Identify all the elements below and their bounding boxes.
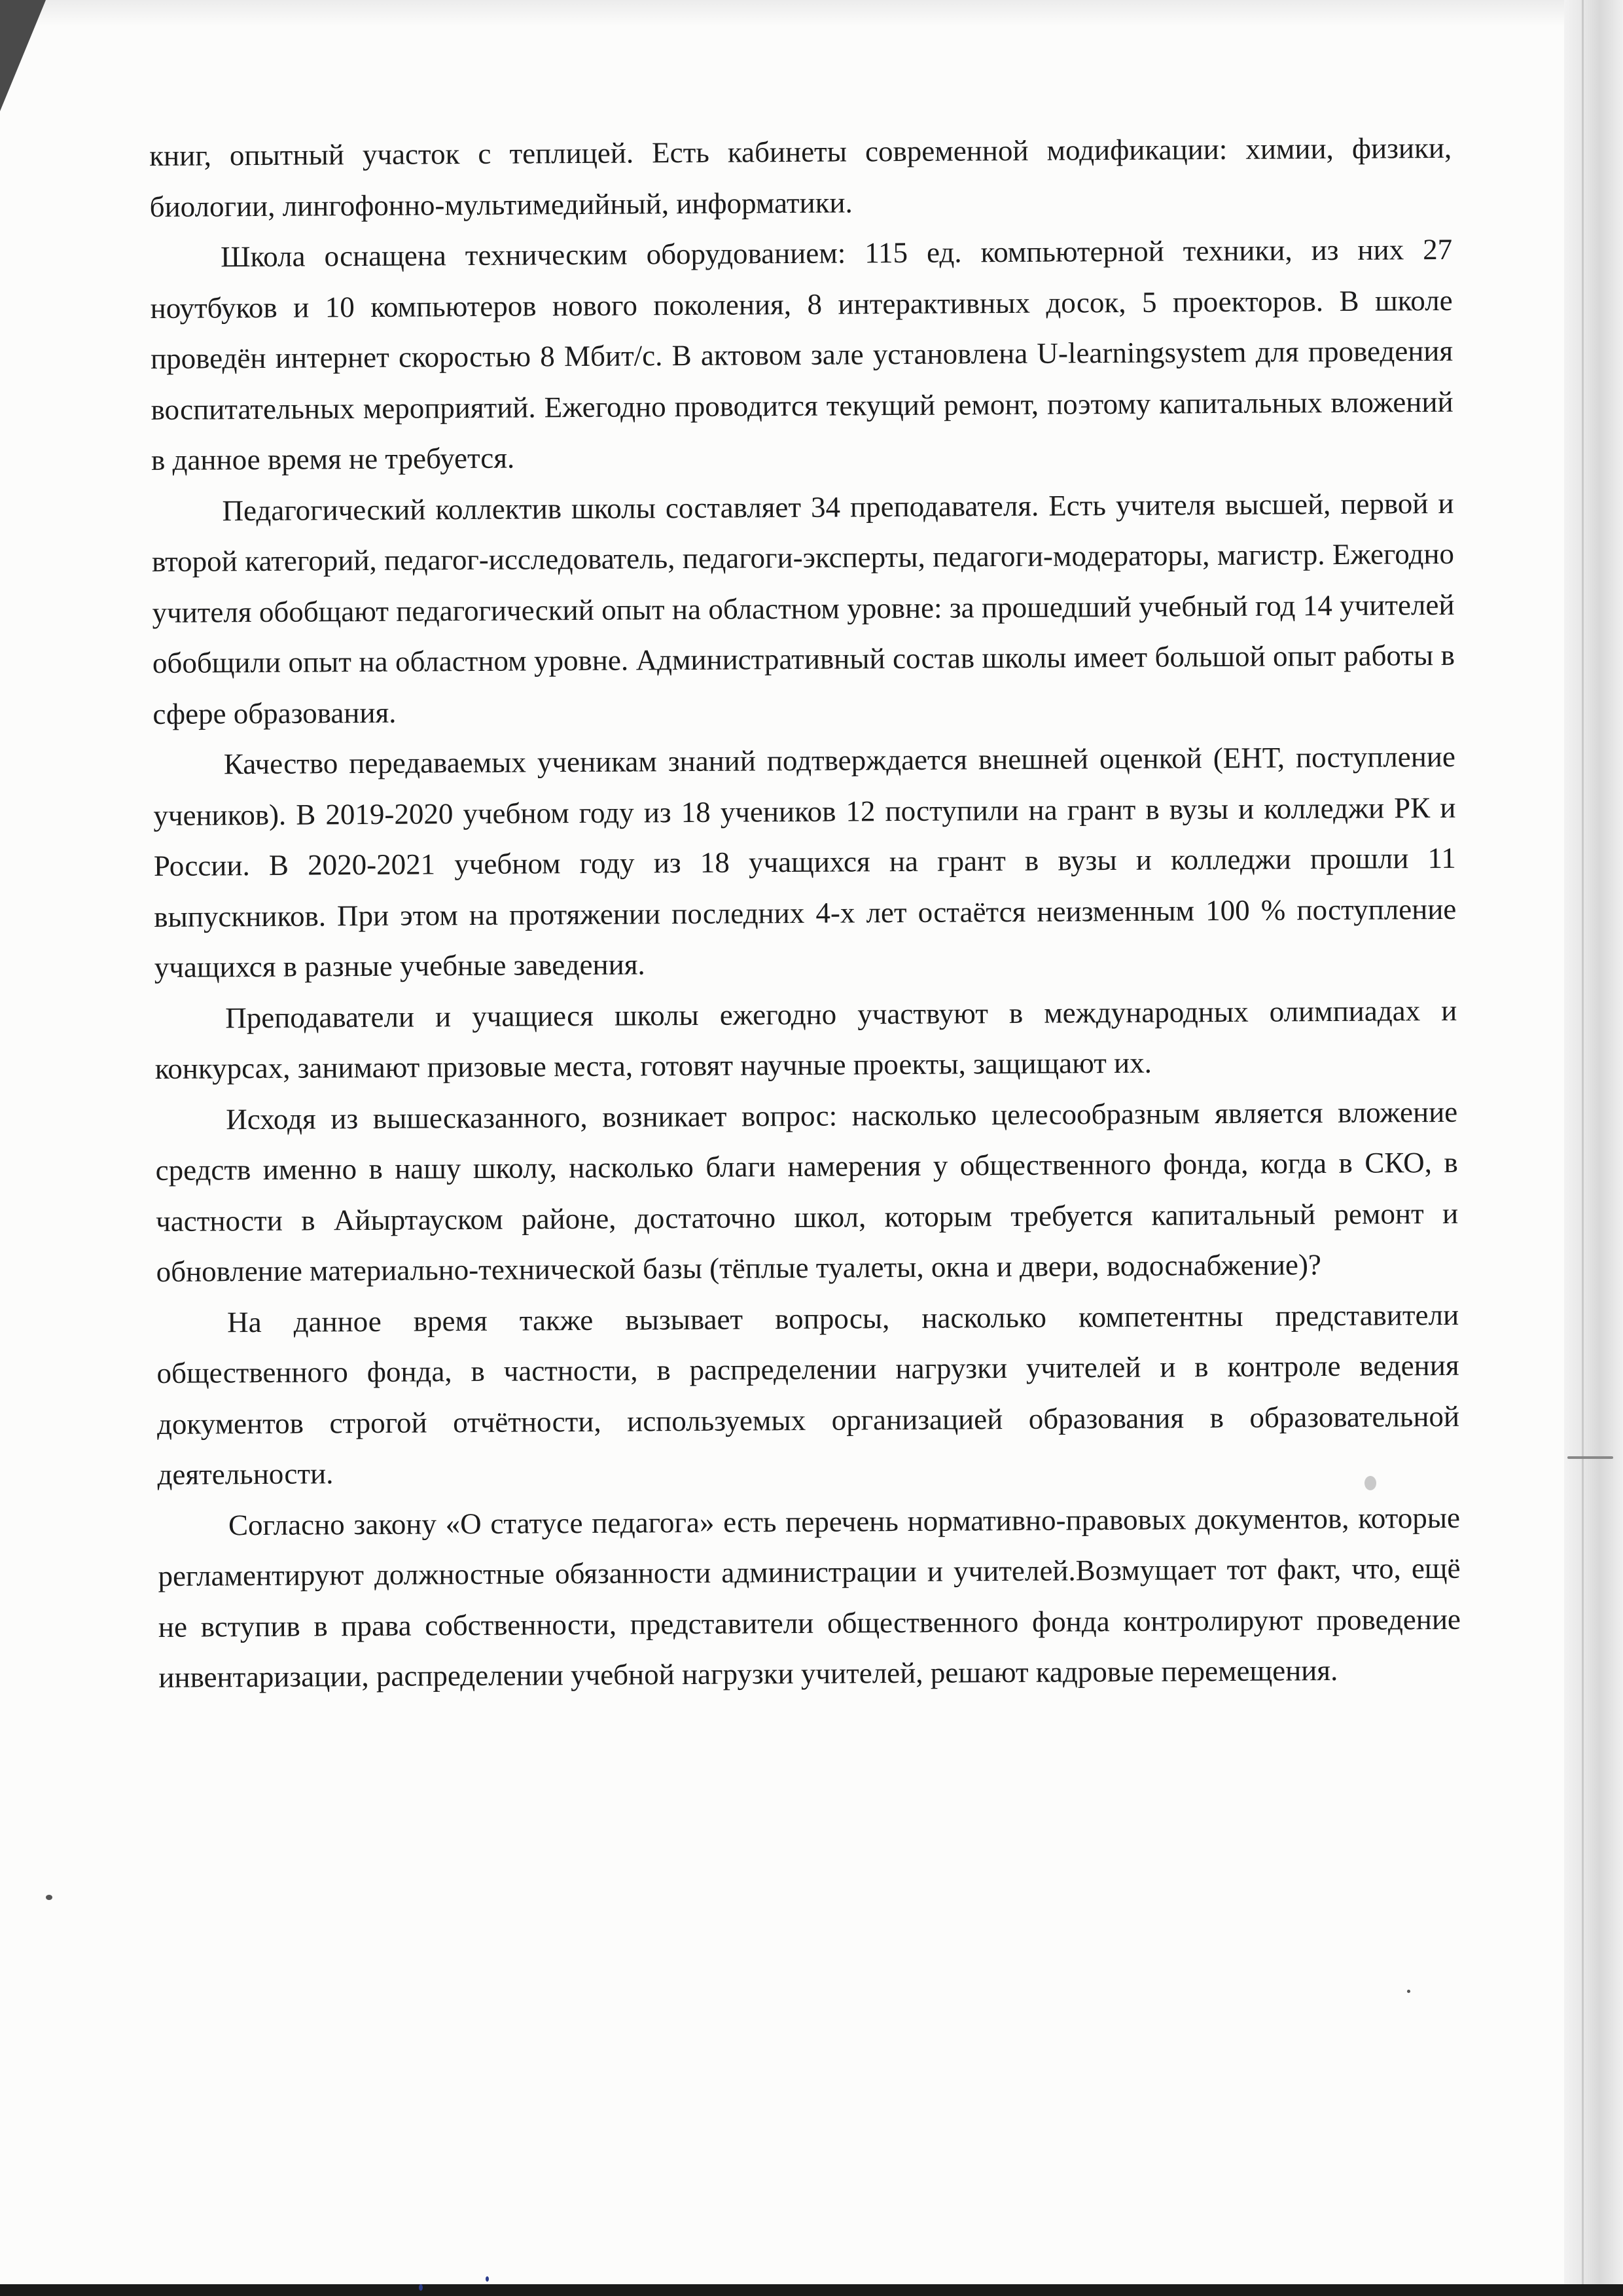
folded-corner <box>0 0 46 111</box>
scan-bottom-edge <box>0 2284 1623 2296</box>
scan-speck <box>1407 1990 1410 1993</box>
paragraph: Качество передаваемых ученикам знаний подтверждается внешней оценкой (ЕНТ, поступление учеников). В 2019-2020 учебном году из 18 учеников 12 поступили на грант в вузы и колледжи РК и России. В 2020-2021 учебном году из 18 учащихся на грант в вузы и колледжи прошли 11 выпускников. При этом на протяжении последних 4-х лет остаётся неизменным 100 % поступление учащихся в разные учебные заведения. <box>153 740 1457 984</box>
paragraph: Педагогический коллектив школы составляет 34 преподавателя. Есть учителя высшей, первой и второй категорий, педагог-исследователь, педагоги-эксперты, педагоги-модераторы, магистр. Ежегодно учителя обобщают педагогический опыт на областном уровне: за прошедший учебный год 14 учителей обобщили опыт на областном уровне. Административный состав школы имеет большой опыт работы в сфере образования. <box>151 486 1455 730</box>
scan-speck <box>486 2276 489 2282</box>
scan-right-edge <box>1564 0 1623 2296</box>
paragraph: Исходя из вышесказанного, возникает вопрос: насколько целесообразным является вложение средств именно в нашу школу, насколько благи намерения у общественного фонда, когда в СКО, в частности в Айыртауском районе, достаточно школ, которым требуется капитальный ремонт и обновление материально-технической базы (тёплые туалеты, окна и двери, водоснабжение)? <box>155 1095 1459 1288</box>
scan-top-shadow <box>0 0 1623 26</box>
paragraph: Согласно закону «О статусе педагога» есть перечень нормативно-правовых документов, которые регламентируют должностные обязанности администрации и учителей.Возмущает тот факт, что, ещё не вступив в права собственности, представители общественного фонда контролируют проведение инвентаризации, распределении учебной нагрузки учителей, решают кадровые перемещения. <box>158 1501 1461 1694</box>
paragraph: Школа оснащена техническим оборудованием: 115 ед. компьютерной техники, из них 27 ноутбуков и 10 компьютеров нового поколения, 8 интерактивных досок, 5 проекторов. В школе проведён интернет скоростью 8 Мбит/с. В актовом зале установлена U-learningsystem для проведения воспитательных мероприятий. Ежегодно проводится текущий ремонт, поэтому капитальных вложений в данное время не требуется. <box>150 232 1454 476</box>
scan-speck <box>1567 1456 1613 1459</box>
paragraph: книг, опытный участок с теплицей. Есть кабинеты современной модификации: химии, физики, биологии, лингофонно-мультимедийный, информатики. <box>149 131 1452 223</box>
scan-right-edge-line <box>1582 0 1584 2296</box>
scan-speck <box>46 1895 52 1900</box>
document-body <box>149 123 1461 1704</box>
scan-speck <box>419 2284 423 2291</box>
paragraph: На данное время также вызывает вопросы, насколько компетентны представители общественного фонда, в частности, в распределении нагрузки учителей и в контроле ведения документов строгой отчётности, используемых организацией образования в образовательной деятельности. <box>156 1298 1460 1491</box>
paragraph: Преподаватели и учащиеся школы ежегодно участвуют в международных олимпиадах и конкурсах, занимают призовые места, готовят научные проекты, защищают их. <box>154 994 1457 1085</box>
